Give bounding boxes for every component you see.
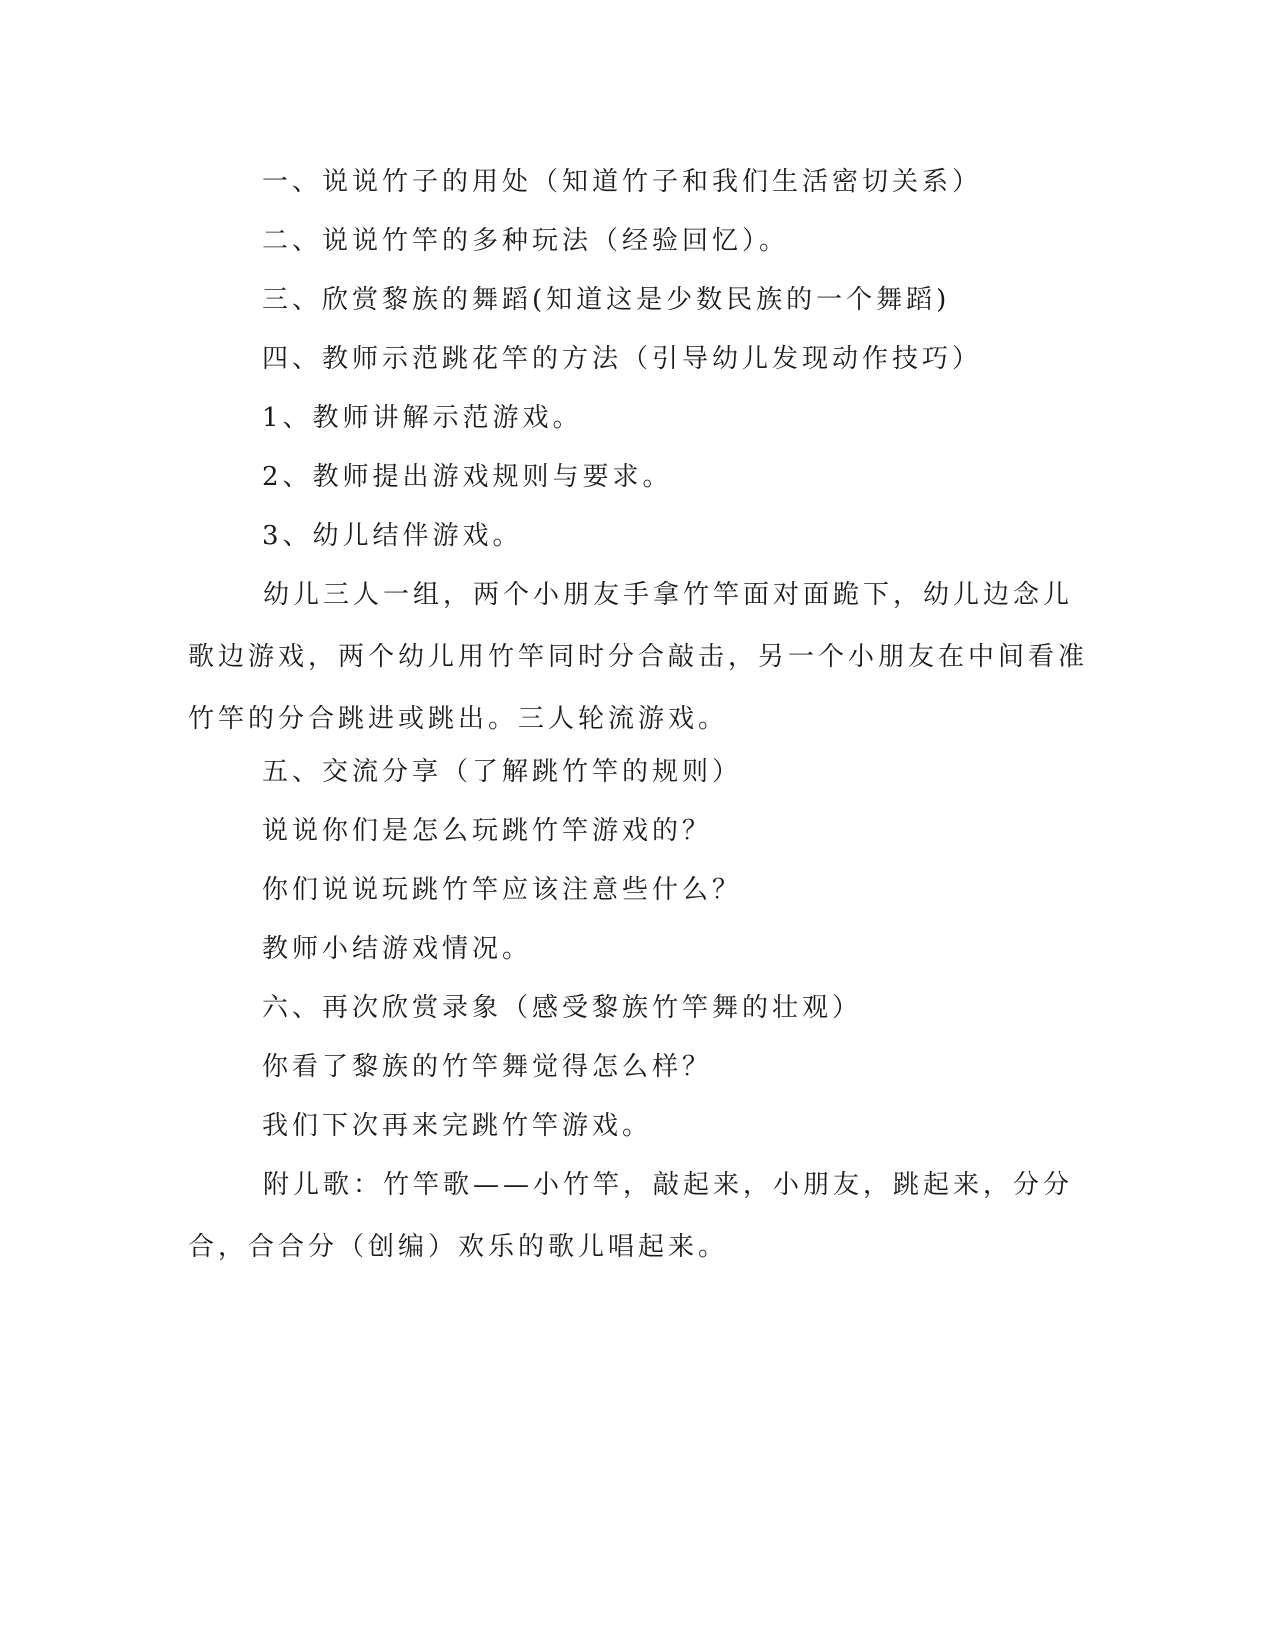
closing-text: 我们下次再来完跳竹竿游戏。	[262, 1111, 653, 1141]
step-2-text: 2、教师提出游戏规则与要求。	[262, 462, 673, 492]
question-3-text: 你看了黎族的竹竿舞觉得怎么样？	[262, 1052, 713, 1082]
section-3-heading: 三、欣赏黎族的舞蹈(知道这是少数民族的一个舞蹈)	[262, 285, 951, 315]
song-paragraph: 附儿歌：竹竿歌——小竹竿，敲起来，小朋友，跳起来，分分合，合合分（创编）欢乐的歌儿唱起来。	[188, 1170, 1074, 1262]
section-2-heading: 二、说说竹竿的多种玩法（经验回忆）。	[262, 226, 790, 256]
question-2-text: 你们说说玩跳竹竿应该注意些什么？	[262, 875, 743, 905]
section-4-heading: 四、教师示范跳花竿的方法（引导幼儿发现动作技巧）	[262, 344, 983, 374]
section-6-heading: 六、再次欣赏录象（感受黎族竹竿舞的壮观）	[262, 993, 863, 1023]
question-1-text: 说说你们是怎么玩跳竹竿游戏的？	[262, 816, 713, 846]
step-3-text: 3、幼儿结伴游戏。	[262, 521, 523, 551]
summary-text: 教师小结游戏情况。	[262, 934, 533, 964]
group-play-paragraph: 幼儿三人一组，两个小朋友手拿竹竿面对面跪下，幼儿边念儿歌边游戏，两个幼儿用竹竿同时分合敲击，另一个小朋友在中间看准竹竿的分合跳进或跳出。三人轮流游戏。	[188, 580, 1089, 734]
section-1-heading: 一、说说竹子的用处（知道竹子和我们生活密切关系）	[262, 167, 983, 197]
section-5-heading: 五、交流分享（了解跳竹竿的规则）	[262, 757, 743, 787]
step-1-text: 1、教师讲解示范游戏。	[262, 403, 583, 433]
